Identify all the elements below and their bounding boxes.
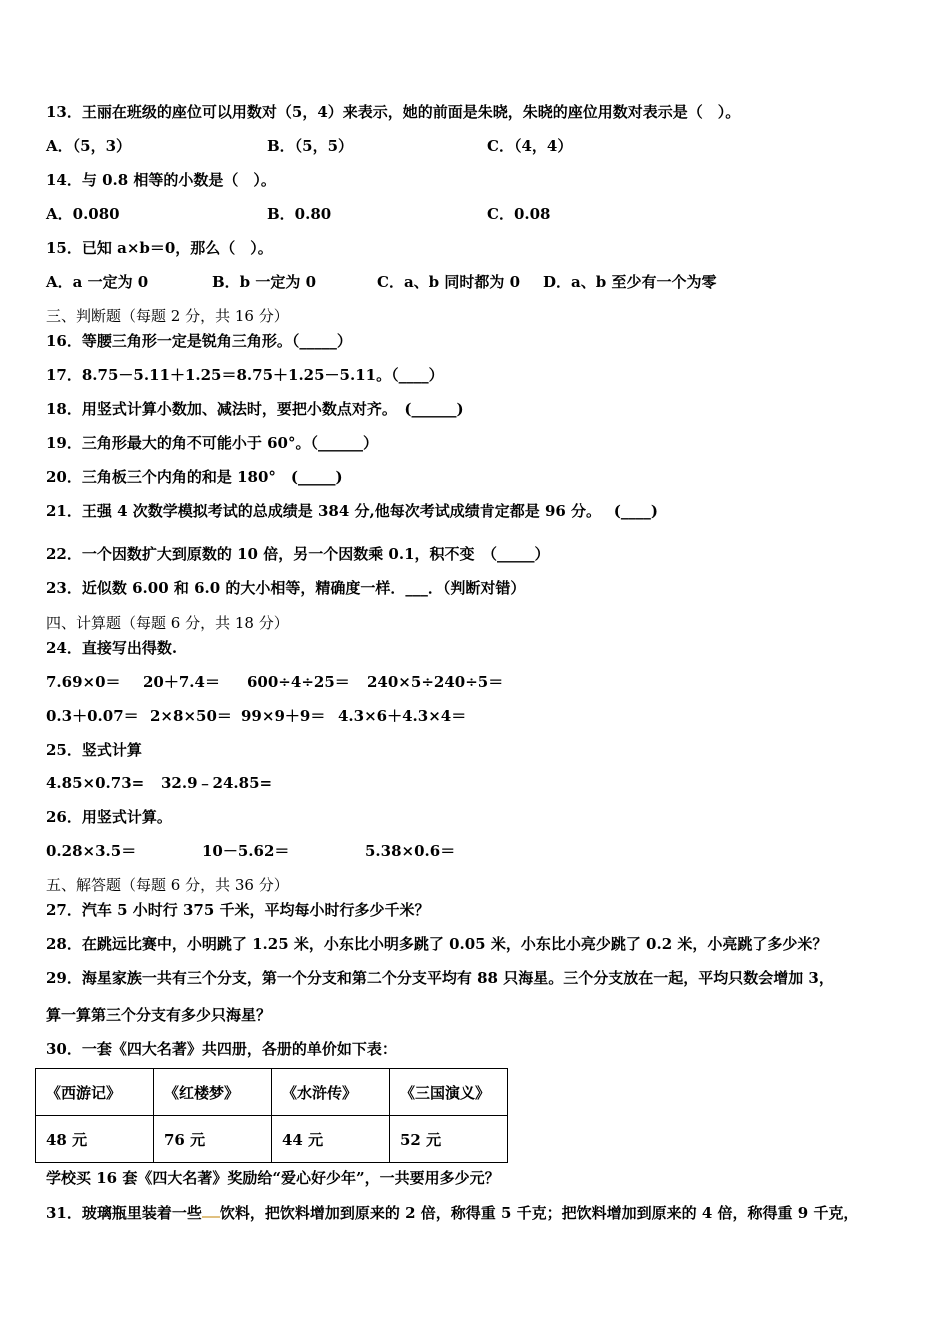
book-price-table [35, 1068, 508, 1163]
q15-option-c: C．a、b 同时都为 0 [377, 273, 521, 291]
question-14: 14．与 0.8 相等的小数是（ ）。 [46, 171, 276, 189]
question-29-cont: 算一算第三个分支有多少只海星？ [46, 1006, 272, 1024]
question-29: 29．海星家族一共有三个分支，第一个分支和第二个分支平均有 88 只海星。三个分支放在一起，平均只数会增加 3， [46, 969, 834, 987]
q24-expr: 7.69×0＝ [46, 673, 121, 691]
q31-text-after: 饮料，把饮料增加到原来的 2 倍，称得重 5 千克；把饮料增加到原来的 4 倍，称得重 9 千克， [219, 1204, 859, 1222]
table-cell: 《西游记》 [36, 1069, 154, 1116]
q14-option-c: C．0.08 [487, 205, 551, 223]
table-cell: 《水浒传》 [272, 1069, 390, 1116]
section-3-title: 三、判断题（每题 2 分，共 16 分） [46, 307, 289, 325]
table-cell: 《红楼梦》 [154, 1069, 272, 1116]
q24-expr: 4.3×6＋4.3×4＝ [338, 707, 467, 725]
table-cell: 52 元 [390, 1116, 508, 1163]
q15-option-d: D．a、b 至少有一个为零 [543, 273, 717, 291]
question-30-prompt: 学校买 16 套《四大名著》奖励给“爱心好少年”，一共要用多少元？ [46, 1169, 500, 1187]
table-row [36, 1116, 508, 1163]
q14-option-a: A．0.080 [46, 205, 120, 223]
question-30: 30．一套《四大名著》共四册，各册的单价如下表： [46, 1040, 397, 1058]
q13-option-b: B．（5，5） [267, 137, 354, 155]
question-26: 26．用竖式计算。 [46, 808, 172, 826]
question-24: 24．直接写出得数. [46, 639, 178, 657]
highlight-mark [202, 1204, 220, 1218]
q24-expr: 2×8×50＝ [150, 707, 232, 725]
q14-option-b: B．0.80 [267, 205, 332, 223]
table-cell: 48 元 [36, 1116, 154, 1163]
question-18: 18．用竖式计算小数加、减法时，要把小数点对齐。 (______) [46, 400, 464, 418]
question-17: 17．8.75－5.11＋1.25＝8.75＋1.25－5.11。（____） [46, 366, 444, 384]
q15-option-b: B．b 一定为 0 [212, 273, 317, 291]
q24-expr: 0.3＋0.07＝ [46, 707, 139, 725]
q26-expr: 0.28×3.5＝ [46, 842, 137, 860]
question-23: 23．近似数 6.00 和 6.0 的大小相等，精确度一样．___．（判断对错） [46, 579, 526, 597]
question-19: 19．三角形最大的角不可能小于 60°。（______） [46, 434, 378, 452]
table-row [36, 1069, 508, 1116]
question-27: 27．汽车 5 小时行 375 千米，平均每小时行多少千米？ [46, 901, 430, 919]
question-21: 21．王强 4 次数学模拟考试的总成绩是 384 分,他每次考试成绩肯定都是 96 分。 (____) [46, 502, 658, 520]
q25-expr: 32.9﹣24.85= [161, 774, 273, 792]
table-cell: 44 元 [272, 1116, 390, 1163]
q31-text-before: 31．玻璃瓶里装着一些 [46, 1204, 202, 1222]
q13-option-c: C．（4，4） [487, 137, 573, 155]
question-31 [46, 1204, 858, 1222]
q26-expr: 5.38×0.6＝ [365, 842, 456, 860]
table-cell: 《三国演义》 [390, 1069, 508, 1116]
section-4-title: 四、计算题（每题 6 分，共 18 分） [46, 614, 289, 632]
question-22: 22．一个因数扩大到原数的 10 倍，另一个因数乘 0.1，积不变 （_____） [46, 545, 550, 563]
q24-expr: 240×5÷240÷5＝ [367, 673, 504, 691]
section-5-title: 五、解答题（每题 6 分，共 36 分） [46, 876, 289, 894]
table-cell: 76 元 [154, 1116, 272, 1163]
q24-expr: 99×9＋9＝ [241, 707, 326, 725]
question-15: 15．已知 a×b＝0，那么（ ）。 [46, 239, 273, 257]
q24-expr: 20＋7.4＝ [143, 673, 220, 691]
q13-option-a: A．（5，3） [46, 137, 132, 155]
q26-expr: 10－5.62＝ [202, 842, 290, 860]
question-16: 16．等腰三角形一定是锐角三角形。（_____） [46, 332, 352, 350]
question-25: 25．竖式计算 [46, 741, 142, 759]
q15-option-a: A．a 一定为 0 [46, 273, 149, 291]
q24-expr: 600÷4÷25＝ [247, 673, 350, 691]
question-20: 20．三角板三个内角的和是 180° (_____) [46, 468, 343, 486]
question-13: 13．王丽在班级的座位可以用数对（5，4）来表示，她的前面是朱晓，朱晓的座位用数对表示是（ ）。 [46, 103, 741, 121]
question-28: 28．在跳远比赛中，小明跳了 1.25 米，小东比小明多跳了 0.05 米，小东比小亮少跳了 0.2 米，小亮跳了多少米？ [46, 935, 828, 953]
q25-expr: 4.85×0.73= [46, 774, 145, 792]
